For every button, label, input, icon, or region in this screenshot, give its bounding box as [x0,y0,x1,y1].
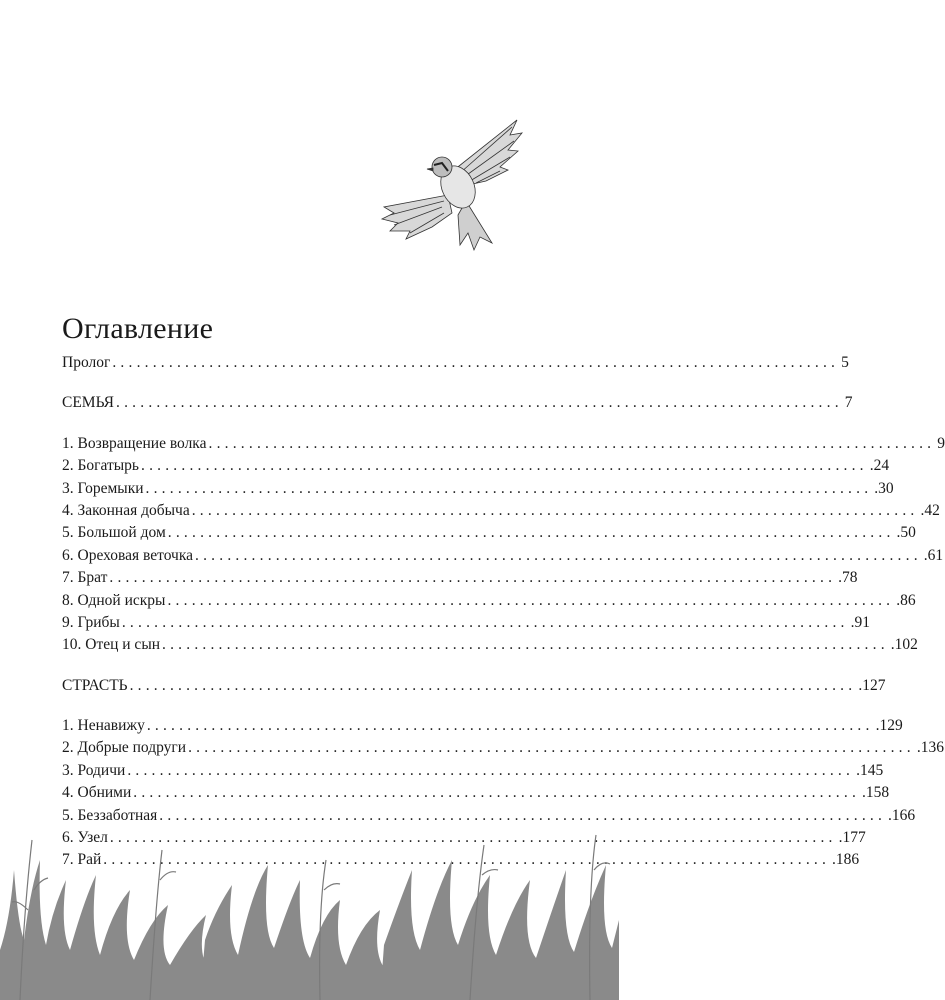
toc-entry[interactable]: 6. Ореховая веточка .......................................................................................... .61 [62,545,520,567]
toc-entry-prologue[interactable]: Пролог .......................................................................................... 5 [62,352,520,374]
toc-entry[interactable]: 3. Горемыки .......................................................................................... .30 [62,478,520,500]
toc-entry-label: 2. Богатырь [62,457,139,475]
toc-entry-label: 5. Большой дом [62,524,166,542]
toc-entry[interactable]: 2. Добрые подруги .......................................................................................... .136 [62,737,520,759]
toc-part-passion[interactable]: СТРАСТЬ .......................................................................................... .127 [62,675,520,697]
toc-entry-label: 9. Грибы [62,613,120,631]
toc-entry[interactable]: 5. Большой дом .......................................................................................... .50 [62,522,520,544]
toc-entry-page: .50 [896,524,916,542]
toc-entry[interactable]: 4. Законная добыча .......................................................................................... .42 [62,500,520,522]
toc-entry-label: 8. Одной искры [62,591,166,609]
toc-entry-label: Пролог [62,354,111,371]
toc-entry-page: 9 [937,434,945,452]
toc-entry-page: .127 [858,676,886,694]
toc-entry-page: .186 [832,851,860,869]
toc-entry-label: 3. Родичи [62,761,126,779]
toc-entry-page: .91 [850,613,870,631]
toc-entry-page: .102 [890,636,918,654]
toc-entry-label: 4. Обними [62,784,132,802]
toc-entry[interactable]: 10. Отец и сын .......................................................................................... .102 [62,634,520,656]
toc-entry-page: .158 [862,784,890,802]
toc-entry[interactable]: 7. Рай .......................................................................................... .186 [62,849,520,871]
toc-entry[interactable]: 8. Одной искры .......................................................................................... .86 [62,590,520,612]
toc-entry-page: .30 [874,479,894,497]
toc-entry-page: .78 [838,569,858,587]
toc-entry-page: .136 [916,739,944,757]
toc-entry-label: 7. Брат [62,569,108,587]
toc-entry-label: 6. Узел [62,829,108,847]
toc-entry-label: 2. Добрые подруги [62,739,187,757]
toc-entry[interactable]: 2. Богатырь .......................................................................................... .24 [62,455,520,477]
toc-entry-page: .129 [875,717,903,735]
toc-entry-page: .24 [869,457,890,475]
toc-part-family[interactable]: СЕМЬЯ .......................................................................................... 7 [62,392,520,414]
toc-entry[interactable]: 7. Брат .......................................................................................... .78 [62,567,520,589]
toc-entry-page: .145 [856,761,884,779]
toc-entry-page: .42 [920,501,940,519]
toc-entry-label: 7. Рай [62,851,102,869]
toc-entry[interactable]: 5. Беззаботная .......................................................................................... .166 [62,805,520,827]
toc-title: Оглавление [62,312,214,345]
toc-entry[interactable]: 4. Обними .......................................................................................... .158 [62,782,520,804]
toc-entry-label: 1. Ненавижу [62,717,145,735]
toc-entry[interactable]: 1. Ненавижу .......................................................................................... .129 [62,715,520,737]
toc-entry-page: .61 [923,546,944,564]
toc-entry-page: .177 [838,829,866,847]
toc-entry-label: СЕМЬЯ [62,394,115,412]
bird-illustration [382,115,522,250]
toc-entry[interactable]: 9. Грибы .......................................................................................... .91 [62,612,520,634]
toc-entry-label: СТРАСТЬ [62,676,128,694]
toc-entry-page: .166 [888,806,916,824]
toc-entry[interactable]: 6. Узел .......................................................................................... .177 [62,827,520,849]
toc-entry-page: .86 [896,591,916,609]
toc-entry-page: 7 [844,394,853,412]
toc-entry-label: 1. Возвращение волка [62,434,207,452]
toc-entry[interactable]: 3. Родичи .......................................................................................... .145 [62,760,520,782]
toc-entry-label: 5. Беззаботная [62,806,158,824]
toc-entry-label: 3. Горемыки [62,479,144,497]
toc-entry-label: 10. Отец и сын [62,636,161,654]
grass-illustration [0,830,619,1000]
toc-entry-label: 4. Законная добыча [62,501,190,519]
table-of-contents [62,352,945,872]
toc-entry-page: 5 [841,354,849,371]
toc-entry-label: 6. Ореховая веточка [62,546,194,564]
toc-entry[interactable]: 1. Возвращение волка .......................................................................................... 9 [62,433,520,455]
